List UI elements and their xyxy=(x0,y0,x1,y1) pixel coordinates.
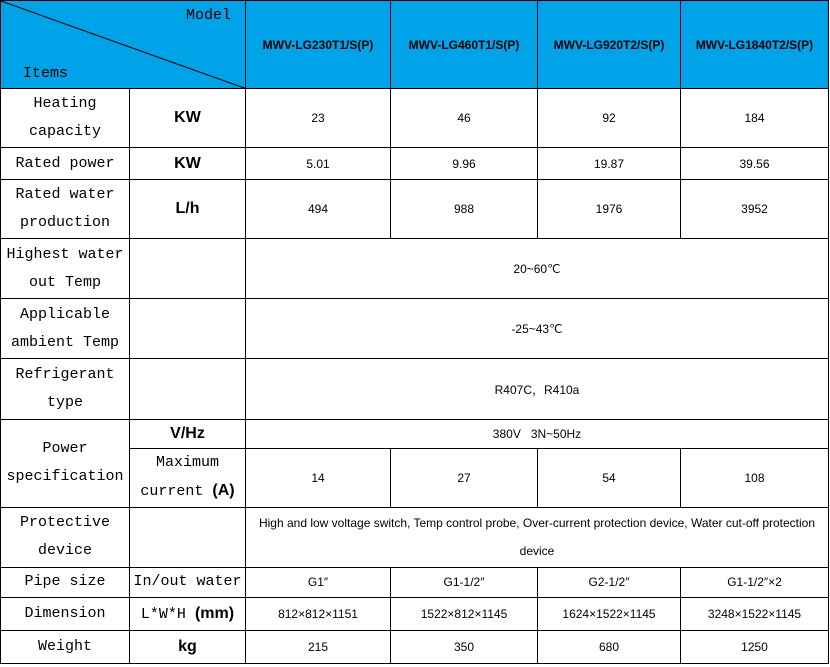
model-header-1: MWV-LG230T1/S(P) xyxy=(246,1,391,89)
water-production-value-4: 3952 xyxy=(681,180,829,239)
power-vhz-unit: V/Hz xyxy=(130,419,246,448)
pipe-label: Pipe size xyxy=(1,567,130,597)
row-pipe xyxy=(1,567,829,597)
weight-value-4: 1250 xyxy=(681,630,829,663)
rated-power-value-3: 19.87 xyxy=(538,148,681,180)
model-header-4: MWV-LG1840T2/S(P) xyxy=(681,1,829,89)
pipe-value-4: G1-1/2″×2 xyxy=(681,567,829,597)
heating-value-4: 184 xyxy=(681,89,829,148)
highest-temp-value: 20~60℃ xyxy=(246,239,829,299)
pipe-value-3: G2-1/2″ xyxy=(538,567,681,597)
model-header-3: MWV-LG920T2/S(P) xyxy=(538,1,681,89)
pipe-value-2: G1-1/2″ xyxy=(391,567,538,597)
rated-power-value-1: 5.01 xyxy=(246,148,391,180)
dimension-unit-suffix: (mm) xyxy=(194,604,235,622)
row-dimension xyxy=(1,597,829,630)
ambient-temp-value: -25~43℃ xyxy=(246,299,829,359)
ambient-temp-label: Applicable ambient Temp xyxy=(1,299,130,359)
dimension-label: Dimension xyxy=(1,597,130,630)
rated-power-unit: KW xyxy=(130,148,246,180)
weight-value-1: 215 xyxy=(246,630,391,663)
dimension-value-2: 1522×812×1145 xyxy=(391,597,538,630)
dimension-value-3: 1624×1522×1145 xyxy=(538,597,681,630)
row-refrigerant xyxy=(1,359,829,419)
dimension-value-4: 3248×1522×1145 xyxy=(681,597,829,630)
row-ambient-temp xyxy=(1,299,829,359)
protective-unit xyxy=(130,507,246,567)
max-current-value-3: 54 xyxy=(538,448,681,507)
water-production-value-3: 1976 xyxy=(538,180,681,239)
max-current-label: Maximum current xyxy=(140,454,219,501)
protective-label: Protective device xyxy=(1,507,130,567)
max-current-value-2: 27 xyxy=(391,448,538,507)
header-corner xyxy=(1,1,246,89)
row-power-vhz xyxy=(1,419,829,448)
dimension-unit-prefix: L*W*H xyxy=(140,605,186,623)
row-rated-power xyxy=(1,148,829,180)
max-current-value-4: 108 xyxy=(681,448,829,507)
power-label: Power specification xyxy=(1,419,130,507)
protective-value: High and low voltage switch, Temp control probe, Over-current protection device, Water cut-off protection device xyxy=(246,507,829,567)
refrigerant-label: Refrigerant type xyxy=(1,359,130,419)
rated-power-value-2: 9.96 xyxy=(391,148,538,180)
water-production-value-2: 988 xyxy=(391,180,538,239)
weight-label: Weight xyxy=(1,630,130,663)
water-production-unit: L/h xyxy=(130,180,246,239)
heating-value-1: 23 xyxy=(246,89,391,148)
ambient-temp-unit xyxy=(130,299,246,359)
weight-unit: kg xyxy=(130,630,246,663)
highest-temp-label: Highest water out Temp xyxy=(1,239,130,299)
power-vhz-value: 380V 3N~50Hz xyxy=(246,419,829,448)
row-water-production xyxy=(1,180,829,239)
refrigerant-unit xyxy=(130,359,246,419)
max-current-suffix: (A) xyxy=(212,482,235,500)
header-row xyxy=(1,1,829,89)
highest-temp-unit xyxy=(130,239,246,299)
dimension-unit xyxy=(130,597,246,630)
row-weight xyxy=(1,630,829,663)
pipe-value-1: G1″ xyxy=(246,567,391,597)
model-header-2: MWV-LG460T1/S(P) xyxy=(391,1,538,89)
refrigerant-value: R407C，R410a xyxy=(246,359,829,419)
water-production-value-1: 494 xyxy=(246,180,391,239)
row-highest-temp xyxy=(1,239,829,299)
heating-value-2: 46 xyxy=(391,89,538,148)
row-protective xyxy=(1,507,829,567)
heating-unit: KW xyxy=(130,89,246,148)
heating-label: Heating capacity xyxy=(1,89,130,148)
water-production-label: Rated water production xyxy=(1,180,130,239)
weight-value-2: 350 xyxy=(391,630,538,663)
dimension-value-1: 812×812×1151 xyxy=(246,597,391,630)
max-current-unit xyxy=(130,448,246,507)
heating-value-3: 92 xyxy=(538,89,681,148)
rated-power-value-4: 39.56 xyxy=(681,148,829,180)
weight-value-3: 680 xyxy=(538,630,681,663)
row-heating xyxy=(1,89,829,148)
max-current-value-1: 14 xyxy=(246,448,391,507)
rated-power-label: Rated power xyxy=(1,148,130,180)
pipe-unit: In/out water xyxy=(130,567,246,597)
items-label: Items xyxy=(23,65,69,83)
model-label: Model xyxy=(185,7,231,24)
